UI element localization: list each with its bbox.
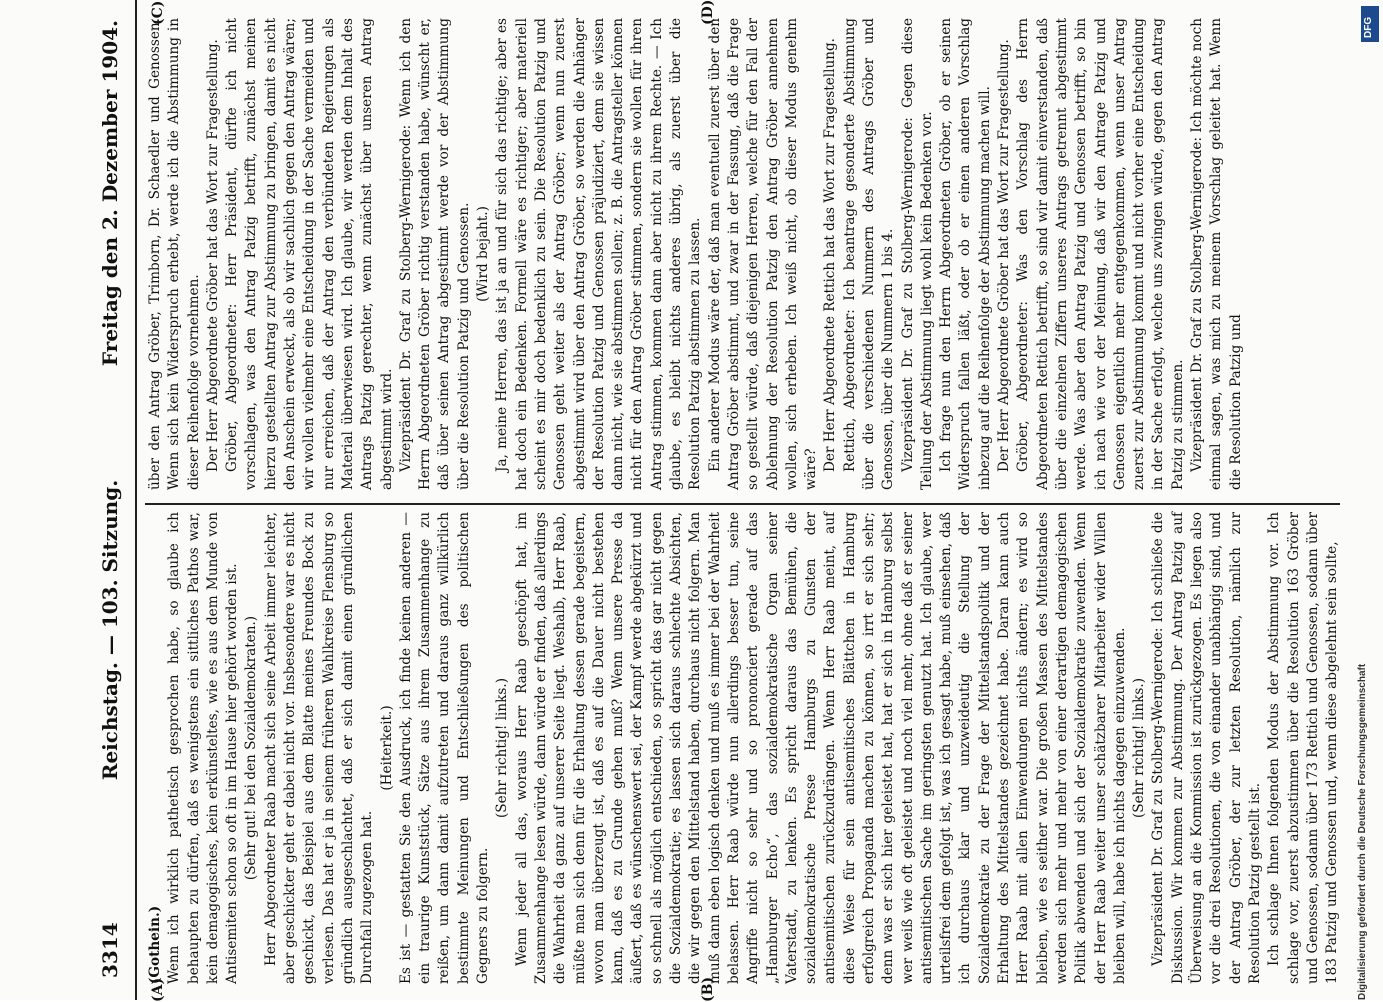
column-separator [145, 503, 1340, 505]
header-rule [135, 0, 137, 1000]
paragraph: Wenn jeder all das, woraus Herr Raab geschöpft hat, im Zusammenhange lesen würde, dann würde er finden, daß allerdings die Wahrheit da ganz auf unserer Seite liegt. Weshalb, Herr Raab, müßte man sich denn für die Erhaltung dessen gerade begeistern, wovon man überzeugt ist, daß es auf die Dauer nicht bestehen kann, daß es zu Grunde gehen muß? Wenn unsere Presse da äußert, daß es wünschenswert sei, der Kampf werde abgekürzt und so schnell als möglich entschieden, so spricht das gar nicht gegen die Sozialdemokratie; es lassen sich daraus schlechte Absichten, die wir gegen den Mittelstand haben, durchaus nicht folgern. Man muß dann eben logisch denken und muß es immer bei der Wahrheit belassen. Herr Raab würde nun allerdings besser tun, seine Angriffe nicht so sehr und so prononciert gerade auf das „Hamburger Echo“, das sozialdemokratische Organ seiner Vaterstadt, zu lenken. Es spricht daraus das Bemühen, die sozialdemokratische Presse Hamburgs zu Gunsten der antisemitischen zurückzudrängen. Wenn Herr Raab meint, auf diese Weise für sein antisemitisches Blättchen in Hamburg erfolgreich Propaganda machen zu können, so irrt er sich sehr; denn was er sich hier geleistet hat, hat er sich in Hamburg selbst wer weiß wie oft geleistet und noch viel mehr, ohne daß er seiner antisemitischen Sache im geringsten genutzt hat. Ich glaube, wer urteilsfrei dem gefolgt ist, was ich gesagt habe, muß einsehen, daß ich durchaus klar und unzweideutig die Stellung der Sozialdemokratie zu der Frage der Mittelstandspolitik und der Erhaltung des Mittelstandes gezeichnet habe. Daran kann auch Herr Raab mit allen Einwendungen nichts ändern; es wird so bleiben, wie es seither war. Die großen Massen des Mittelstandes werden sich mehr und mehr von einer derartigen demagogischen Politik abwenden und sich der Sozialdemokratie zuwenden. Wenn der Herr Raab weiter unser schätzbarer Mitarbeiter wider Willen bleiben will, habe ich nichts dagegen einzuwenden. [513, 512, 1128, 984]
paragraph: Gröber, Abgeordneter: Was den Vorschlag des Herrn Abgeordneten Rettich betrifft, so sind wir damit einverstanden, daß über die einzelnen Ziffern unseres Antrags getrennt abgestimmt werde. Was aber den Antrag Patzig und Genossen betrifft, so bin ich nach wie vor der Meinung, daß wir den Antrage Patzig und Genossen eigentlich mehr entgegenkommen, wenn unser Antrag zuerst zur Abstimmung kommt und nicht vorher eine Entscheidung in der Sache erfolgt, welche uns zwingen würde, gegen den Antrag Patzig zu stimmen. [1015, 18, 1186, 490]
paragraph: über den Antrag Gröber, Trimborn, Dr. Schaedler und Genossen. Wenn sich kein Widerspruch erhebt, werde ich die Abstimmung in dieser Reihenfolge vornehmen. [147, 18, 202, 490]
paragraph: (Heiterkeit.) [378, 705, 395, 791]
margin-marker-d: (D) [700, 0, 716, 25]
paragraph: (Sehr richtig! links.) [1131, 677, 1148, 819]
digitization-credit [1357, 0, 1379, 1000]
paragraph: Vizepräsident Dr. Graf zu Stolberg-Wernigerode: Wenn ich den Herrn Abgeordneten Gröber richtig verstanden habe, wünscht er, daß über seinen Antrag abgestimmt werde vor der Abstimmung über die Resolution Patzig und Genossen. [397, 18, 472, 490]
margin-marker-c: (C) [150, 0, 166, 25]
dfg-logo-text: DFG [1363, 16, 1374, 38]
paragraph: Herr Abgeordneter Raab macht sich seine Arbeit immer leichter, aber geschickter geht er dabei nicht vor. Insbesondere war es nicht geschickt, das Beispiel aus dem Blatte meines Freundes Bock zu verlesen. Das hat er ja in seinem früheren Wahlkreise Flensburg so gründlich ausgeschlachtet, daß er sich damit einen gründlichen Durchfall zugezogen hat. [262, 512, 376, 984]
paragraph: Vizepräsident Dr. Graf zu Stolberg-Wernigerode: Gegen diese Teilung der Abstimmung liegt wohl kein Bedenken vor. [899, 18, 935, 490]
page-number: 3314 [98, 922, 122, 978]
paragraph: (Gothein.) [147, 905, 163, 984]
header-date: Freitag den 2. Dezember 1904. [98, 20, 122, 367]
paragraph: Gröber, Abgeordneter: Herr Präsident, dürfte ich nicht vorschlagen, was den Antrag Patzig betrifft, zunächst meinen hierzu gestellten Antrag zur Abstimmung zu bringen, damit es nicht den Anschein erweckt, als ob wir sachlich gegen den Antrag wären; wir wollen vielmehr eine Entscheidung in der Sache vermeiden und nur erreichen, daß der Antrag den verbündeten Regierungen als Material überwiesen wird. Ich glaube, wir werden dem Inhalt des Antrags Patzig gerechter, wenn zunächst über unseren Antrag abgestimmt wird. [224, 18, 395, 490]
header-title: Reichstag. — 103. Sitzung. [98, 479, 122, 781]
margin-marker-b: (B) [700, 976, 716, 1002]
dfg-logo [1361, 6, 1379, 42]
paragraph: Der Herr Abgeordnete Gröber hat das Wort zur Fragestellung. [204, 39, 221, 472]
paragraph: (Sehr richtig! links.) [494, 677, 511, 819]
paragraph: Vizepräsident Dr. Graf zu Stolberg-Wernigerode: Ich möchte noch einmal sagen, was mich zu meinem Vorschlag geleitet hat. Wenn die Resolution Patzig und [1189, 18, 1244, 490]
margin-marker-a: (A) [150, 977, 166, 1002]
paragraph: Ich frage nun den Herrn Abgeordneten Gröber, ob er seinen Widerspruch fallen läßt, oder ob er einen anderen Vorschlag inbezug auf die Reihenfolge der Abstimmung machen will. [938, 18, 993, 490]
paragraph: Ich schlage Ihnen folgenden Modus der Abstimmung vor. Ich schlage vor, zuerst abzustimmen über die Resolution 163 Gröber und Genossen, sodann über 173 Rettich und Genossen, sodann über 183 Patzig und Genossen und, wenn diese abgelehnt sein sollte, [1266, 512, 1341, 984]
paragraph: Ja, meine Herren, das ist ja an und für sich das richtige; aber es hat doch ein Bedenken. Formell wäre es richtiger; aber materiell scheint es mir doch bedenklich zu sein. Die Resolution Patzig und Genossen geht weiter als der Antrag Gröber; wenn nun zuerst abgestimmt wird über den Antrag Gröber, so werden die Anhänger der Resolution Patzig und Genossen präjudiziert, denn sie wissen dann nicht, wie sie abstimmen sollen; z. B. die Antragsteller können nicht für den Antrag Gröber stimmen, sondern sie wollen für ihren Antrag stimmen, kommen dann aber nicht zu ihrem Rechte. — Ich glaube, es bleibt nichts anderes übrig, als zuerst über die Resolution Patzig abstimmen zu lassen. [494, 18, 704, 490]
paragraph: Vizepräsident Dr. Graf zu Stolberg-Wernigerode: Ich schließe die Diskussion. Wir kommen zur Abstimmung. Der Antrag Patzig auf Überweisung an die Kommission ist zurückgezogen. Es liegen also vor die drei Resolutionen, die von einander unabhängig sind, und der Antrag Gröber, der zur letzten Resolution, nämlich zur Resolution Patzig gestellt ist. [1150, 512, 1263, 984]
paragraph: (Sehr gut! bei den Sozialdemokraten.) [243, 615, 260, 881]
paragraph: Rettich, Abgeordneter: Ich beantrage gesonderte Abstimmung über die verschiedenen Nummern des Antrags Gröber und Genossen, über die Nummern 1 bis 4. [841, 18, 897, 490]
paragraph: Der Herr Abgeordnete Rettich hat das Wort zur Fragestellung. [822, 38, 839, 472]
paragraph: Ein anderer Modus wäre der, daß man eventuell zuerst über den Antrag Gröber abstimmt, und zwar in der Fassung, daß die Frage so gestellt würde, daß diejenigen Herren, welche für den Fall der Ablehnung der Resolution Patzig den Antrag Gröber annehmen wollen, sich erheben. Ich weiß nicht, ob dieser Modus genehm wäre? [706, 18, 820, 490]
right-column [146, 18, 1246, 490]
paragraph: Es ist — gestatten Sie den Ausdruck, ich finde keinen anderen — ein traurige Kunststück, Sätze aus ihrem Zusammenhange zu reißen, um dann damit aufzutreten und daraus ganz willkürlich bestimmte Meinungen und Entschließungen des politischen Gegners zu folgern. [397, 512, 492, 984]
credit-text: Digitalisierung gefördert durch die Deutsche Forschungsgemeinschaft [1357, 663, 1368, 1000]
left-column [146, 512, 1342, 984]
page-header [92, 0, 132, 1000]
paragraph: Der Herr Abgeordnete Gröber hat das Wort zur Fragestellung. [996, 39, 1013, 472]
paragraph: (Wird bejaht.) [475, 206, 492, 302]
paragraph: Wenn ich wirklich pathetisch gesprochen habe, so glaube ich behaupten zu dürfen, daß es wenigstens ein sittliches Pathos war, kein demagogisches, kein erkünsteltes, wie es aus dem Munde von Antisemiten schon so oft in im Hause hier gehört worden ist. [166, 512, 241, 984]
